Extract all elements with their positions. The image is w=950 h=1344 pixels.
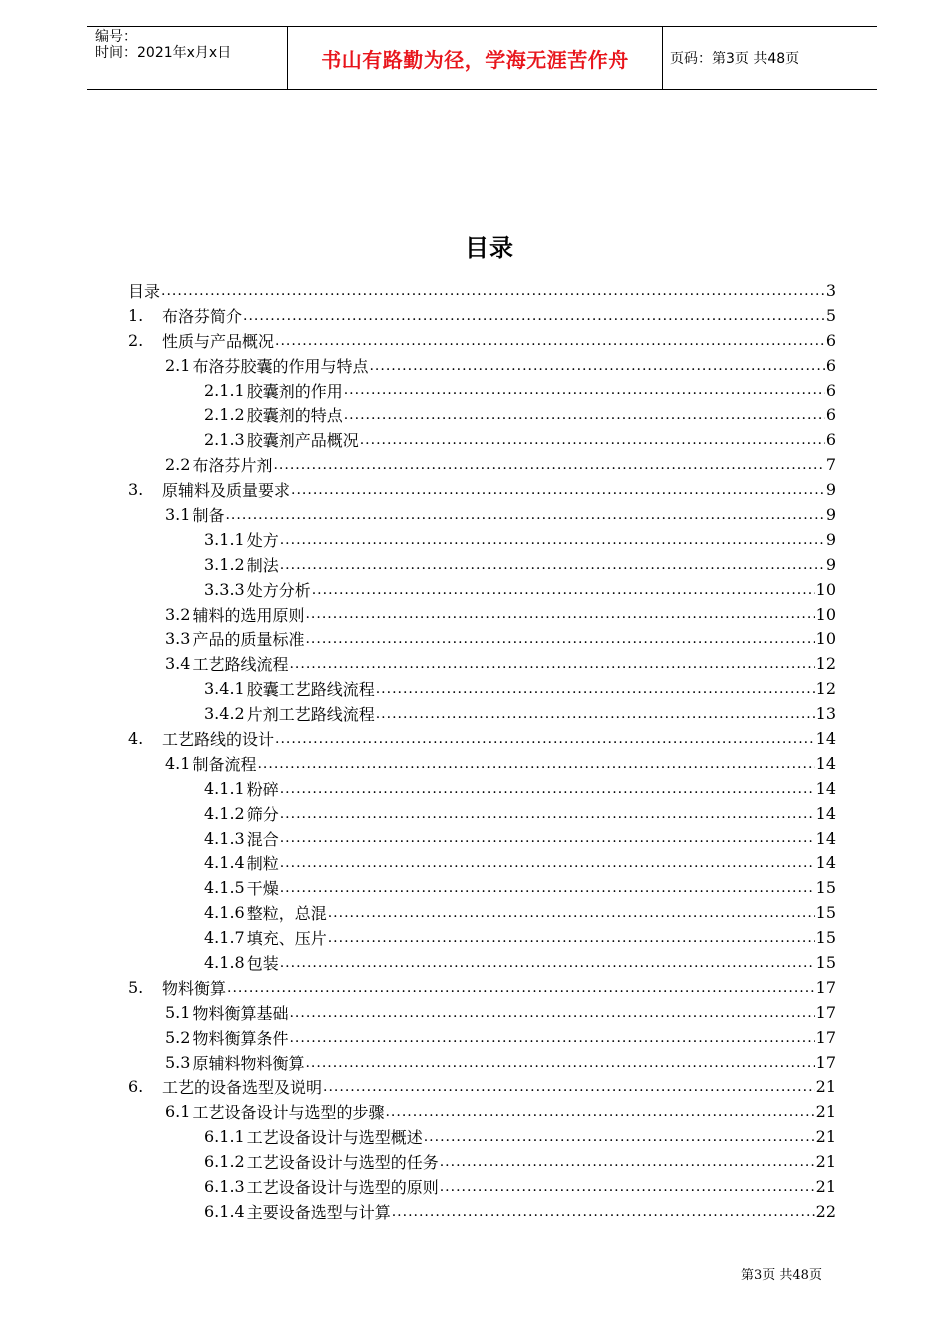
toc-entry-page: 14 <box>815 853 836 873</box>
toc-entry-page: 6 <box>825 380 836 400</box>
toc-entry[interactable] <box>128 278 836 303</box>
toc-entry-number: 2.1.3 <box>204 430 245 450</box>
toc-title: 目录 <box>465 234 513 262</box>
toc-entry-label: 辅料的选用原则 <box>192 605 305 625</box>
toc-leader-dots <box>289 657 814 671</box>
toc-leader-dots <box>440 1155 815 1169</box>
toc-entry-number: 4.1 <box>165 753 191 773</box>
toc-leader-dots <box>280 831 815 845</box>
toc-entry-page: 10 <box>815 579 836 599</box>
toc-entry-number: 6.1.1 <box>204 1127 245 1147</box>
toc-entry-label: 工艺的设备选型及说明 <box>162 1078 323 1098</box>
toc-entry[interactable] <box>128 626 836 651</box>
toc-entry[interactable] <box>128 776 836 801</box>
toc-entry-number: 4.1.2 <box>204 803 245 823</box>
toc-entry-number: 6.1.2 <box>204 1152 245 1172</box>
toc-entry-number: 2.1.2 <box>204 405 245 425</box>
toc-entry-page: 6 <box>825 355 836 375</box>
toc-entry-label: 布洛芬简介 <box>162 306 243 326</box>
toc-entry[interactable] <box>128 602 836 627</box>
toc-entry-label: 工艺路线流程 <box>192 655 289 675</box>
toc-entry-number: 4.1.8 <box>204 952 245 972</box>
toc-entry[interactable] <box>128 925 836 950</box>
toc-entry-page: 10 <box>815 629 836 649</box>
toc-leader-dots <box>227 981 815 995</box>
toc-entry-label: 填充、压片 <box>246 929 327 949</box>
toc-entry-number: 4.1.5 <box>204 878 245 898</box>
header-meta <box>95 29 287 61</box>
toc-entry-number: 4.1.7 <box>204 928 245 948</box>
toc-entry-page: 14 <box>815 778 836 798</box>
toc-leader-dots <box>369 359 824 373</box>
toc-entry[interactable] <box>128 527 836 552</box>
toc-entry-label: 物料衡算条件 <box>192 1028 289 1048</box>
header-page-info: 页码：第3页 共48页 <box>670 51 800 67</box>
toc-leader-dots <box>323 1080 815 1094</box>
toc-entry[interactable] <box>128 552 836 577</box>
toc-entry-page: 17 <box>815 1002 836 1022</box>
toc-entry-label: 胶囊剂产品概况 <box>246 431 359 451</box>
toc-entry-number: 3.3.3 <box>204 579 245 599</box>
toc-entry-number: 6.1.3 <box>204 1177 245 1196</box>
toc-entry-page: 9 <box>825 554 836 574</box>
toc-entry-number: 3.1 <box>165 504 191 524</box>
toc-entry-label: 片剂工艺路线流程 <box>246 705 375 725</box>
toc-entry-page: 7 <box>825 455 836 475</box>
header-motto: 书山有路勤为径，学海无涯苦作舟 <box>287 27 663 89</box>
toc-leader-dots <box>280 956 815 970</box>
toc-entry-number: 3. <box>128 480 144 500</box>
toc-entry-page: 6 <box>825 330 836 350</box>
toc-leader-dots <box>275 732 815 746</box>
toc-entry[interactable] <box>128 1149 836 1174</box>
toc-entry-label: 制备流程 <box>192 754 257 774</box>
toc-entry-label: 整粒，总混 <box>246 904 327 924</box>
toc-entry-number: 6.1 <box>165 1102 191 1122</box>
page-header <box>87 26 877 90</box>
toc-entry-page: 17 <box>815 1052 836 1072</box>
toc-entry-page: 21 <box>815 1177 836 1196</box>
toc-entry-page: 21 <box>815 1127 836 1147</box>
toc-entry-label: 胶囊工艺路线流程 <box>246 680 375 700</box>
toc-entry-page: 12 <box>815 679 836 699</box>
toc-leader-dots <box>161 284 825 298</box>
toc-leader-dots <box>328 931 815 945</box>
toc-leader-dots <box>280 856 815 870</box>
toc-entry-page: 13 <box>815 704 836 724</box>
toc-entry-number: 5.2 <box>165 1027 191 1047</box>
toc-leader-dots <box>376 682 815 696</box>
toc-entry-label: 处方分析 <box>246 580 311 600</box>
toc-entry-label: 筛分 <box>246 804 279 824</box>
table-of-contents <box>128 278 836 1224</box>
toc-entry-number: 1. <box>128 305 144 325</box>
toc-entry[interactable] <box>128 701 836 726</box>
toc-entry-number: 2.2 <box>165 455 191 475</box>
toc-leader-dots <box>305 607 814 621</box>
toc-entry[interactable] <box>128 1025 836 1050</box>
toc-entry-label: 工艺路线的设计 <box>162 729 275 749</box>
toc-entry-number: 4.1.1 <box>204 778 245 798</box>
toc-entry[interactable] <box>128 577 836 602</box>
toc-leader-dots <box>280 782 815 796</box>
toc-entry[interactable] <box>128 850 836 875</box>
toc-leader-dots <box>280 807 815 821</box>
toc-entry-label: 原辅料及质量要求 <box>162 481 291 501</box>
toc-entry[interactable] <box>128 427 836 452</box>
toc-leader-dots <box>440 1180 815 1194</box>
toc-entry-label: 工艺设备设计与选型的原则 <box>246 1178 439 1197</box>
toc-entry-number: 5. <box>128 977 144 997</box>
toc-entry-label: 处方 <box>246 530 279 550</box>
toc-entry-label: 布洛芬片剂 <box>192 456 273 476</box>
toc-entry-label: 混合 <box>246 829 279 849</box>
toc-entry-number: 3.1.2 <box>204 554 245 574</box>
toc-entry-number: 4.1.3 <box>204 828 245 848</box>
toc-entry-number: 3.4.1 <box>204 679 245 699</box>
toc-entry-page: 15 <box>815 928 836 948</box>
toc-entry-number: 2. <box>128 330 144 350</box>
toc-entry[interactable] <box>128 676 836 701</box>
toc-entry-page: 10 <box>815 604 836 624</box>
toc-leader-dots <box>280 881 815 895</box>
toc-entry-page: 14 <box>815 803 836 823</box>
toc-entry-label: 胶囊剂的作用 <box>246 381 343 401</box>
toc-entry-number: 2.1 <box>165 355 191 375</box>
toc-entry-number: 3.3 <box>165 629 191 649</box>
toc-leader-dots <box>257 757 814 771</box>
toc-entry-number: 5.3 <box>165 1052 191 1072</box>
toc-entry-page: 21 <box>815 1152 836 1172</box>
toc-entry-label: 原辅料物料衡算 <box>192 1053 305 1073</box>
toc-leader-dots <box>289 1031 814 1045</box>
toc-leader-dots <box>225 508 824 522</box>
toc-entry[interactable] <box>128 353 836 378</box>
toc-entry-label: 包装 <box>246 953 279 973</box>
toc-entry-number: 3.2 <box>165 604 191 624</box>
toc-entry-label: 干燥 <box>246 879 279 899</box>
toc-entry[interactable] <box>128 1199 836 1224</box>
toc-entry-page: 6 <box>825 405 836 425</box>
toc-entry-page: 14 <box>815 753 836 773</box>
toc-entry-label: 制法 <box>246 555 279 575</box>
toc-leader-dots <box>312 583 815 597</box>
toc-entry-page: 15 <box>815 903 836 923</box>
toc-entry-number: 3.4.2 <box>204 704 245 724</box>
toc-entry-page: 9 <box>825 480 836 500</box>
toc-entry[interactable] <box>128 378 836 403</box>
toc-leader-dots <box>328 906 815 920</box>
toc-leader-dots <box>305 632 814 646</box>
toc-leader-dots <box>243 309 825 323</box>
toc-entry[interactable] <box>128 1174 836 1199</box>
toc-entry-label: 胶囊剂的特点 <box>246 406 343 426</box>
toc-entry-number: 6.1.4 <box>204 1201 245 1221</box>
toc-entry-label: 主要设备选型与计算 <box>246 1202 391 1222</box>
toc-entry[interactable] <box>128 975 836 1000</box>
toc-entry-page: 21 <box>815 1077 836 1097</box>
toc-entry[interactable] <box>128 875 836 900</box>
toc-entry-number: 3.1.1 <box>204 529 245 549</box>
toc-leader-dots <box>385 1105 814 1119</box>
toc-leader-dots <box>289 1006 814 1020</box>
toc-entry[interactable] <box>128 1050 836 1075</box>
toc-entry-page: 22 <box>815 1201 836 1221</box>
toc-entry[interactable] <box>128 826 836 851</box>
toc-entry-number: 5.1 <box>165 1002 191 1022</box>
toc-entry-label: 粉碎 <box>246 779 279 799</box>
toc-entry-number: 3.4 <box>165 654 191 674</box>
toc-entry[interactable] <box>128 303 836 328</box>
toc-entry-label: 工艺设备设计与选型概述 <box>246 1128 423 1148</box>
toc-entry-page: 5 <box>825 305 836 325</box>
toc-entry-page: 12 <box>815 654 836 674</box>
toc-entry-page: 14 <box>815 828 836 848</box>
toc-leader-dots <box>275 334 825 348</box>
toc-entry[interactable] <box>128 751 836 776</box>
toc-entry-label: 性质与产品概况 <box>162 331 275 351</box>
toc-entry-page: 14 <box>815 728 836 748</box>
toc-entry[interactable] <box>128 950 836 975</box>
toc-leader-dots <box>291 483 825 497</box>
toc-entry-label: 目录 <box>128 281 161 301</box>
serial-label: 编号： <box>95 29 137 45</box>
toc-entry-page: 9 <box>825 529 836 549</box>
toc-leader-dots <box>280 533 825 547</box>
toc-entry-page: 21 <box>815 1102 836 1122</box>
toc-leader-dots <box>376 707 815 721</box>
toc-entry[interactable] <box>128 651 836 676</box>
toc-entry-page: 9 <box>825 504 836 524</box>
page-footer: 第3页 共48页 <box>741 1268 822 1283</box>
toc-entry[interactable] <box>128 726 836 751</box>
toc-leader-dots <box>360 433 825 447</box>
toc-leader-dots <box>305 1056 814 1070</box>
toc-entry[interactable] <box>128 477 836 502</box>
toc-entry[interactable] <box>128 402 836 427</box>
toc-entry[interactable] <box>128 452 836 477</box>
toc-entry-page: 6 <box>825 430 836 450</box>
time-label: 时间：2021年x月x日 <box>95 45 232 61</box>
toc-entry-page: 15 <box>815 952 836 972</box>
toc-entry[interactable] <box>128 1000 836 1025</box>
toc-entry-page: 15 <box>815 878 836 898</box>
toc-leader-dots <box>392 1205 815 1219</box>
toc-entry-number: 6. <box>128 1077 144 1097</box>
toc-entry-page: 3 <box>825 280 836 300</box>
toc-leader-dots <box>344 408 825 422</box>
toc-entry[interactable] <box>128 1099 836 1124</box>
toc-entry[interactable] <box>128 328 836 353</box>
toc-entry-label: 工艺设备设计与选型的步骤 <box>192 1103 385 1123</box>
toc-entry-label: 产品的质量标准 <box>192 630 305 650</box>
toc-entry[interactable] <box>128 900 836 925</box>
toc-entry-label: 制备 <box>192 505 225 525</box>
toc-entry-number: 2.1.1 <box>204 380 245 400</box>
toc-leader-dots <box>280 558 825 572</box>
toc-entry-number: 4. <box>128 728 144 748</box>
toc-entry-label: 制粒 <box>246 854 279 874</box>
toc-leader-dots <box>273 458 824 472</box>
toc-entry-label: 工艺设备设计与选型的任务 <box>246 1153 439 1173</box>
toc-leader-dots <box>344 383 825 397</box>
toc-entry[interactable] <box>128 1075 836 1100</box>
toc-entry[interactable] <box>128 801 836 826</box>
toc-entry-number: 4.1.6 <box>204 903 245 923</box>
toc-leader-dots <box>424 1130 815 1144</box>
toc-entry-number: 4.1.4 <box>204 853 245 873</box>
toc-entry[interactable] <box>128 502 836 527</box>
toc-entry-page: 17 <box>815 1027 836 1047</box>
toc-entry-label: 布洛芬胶囊的作用与特点 <box>192 356 369 376</box>
toc-entry-label: 物料衡算基础 <box>192 1003 289 1023</box>
toc-entry-label: 物料衡算 <box>162 978 227 998</box>
toc-entry[interactable] <box>128 1124 836 1149</box>
toc-entry-page: 17 <box>815 977 836 997</box>
